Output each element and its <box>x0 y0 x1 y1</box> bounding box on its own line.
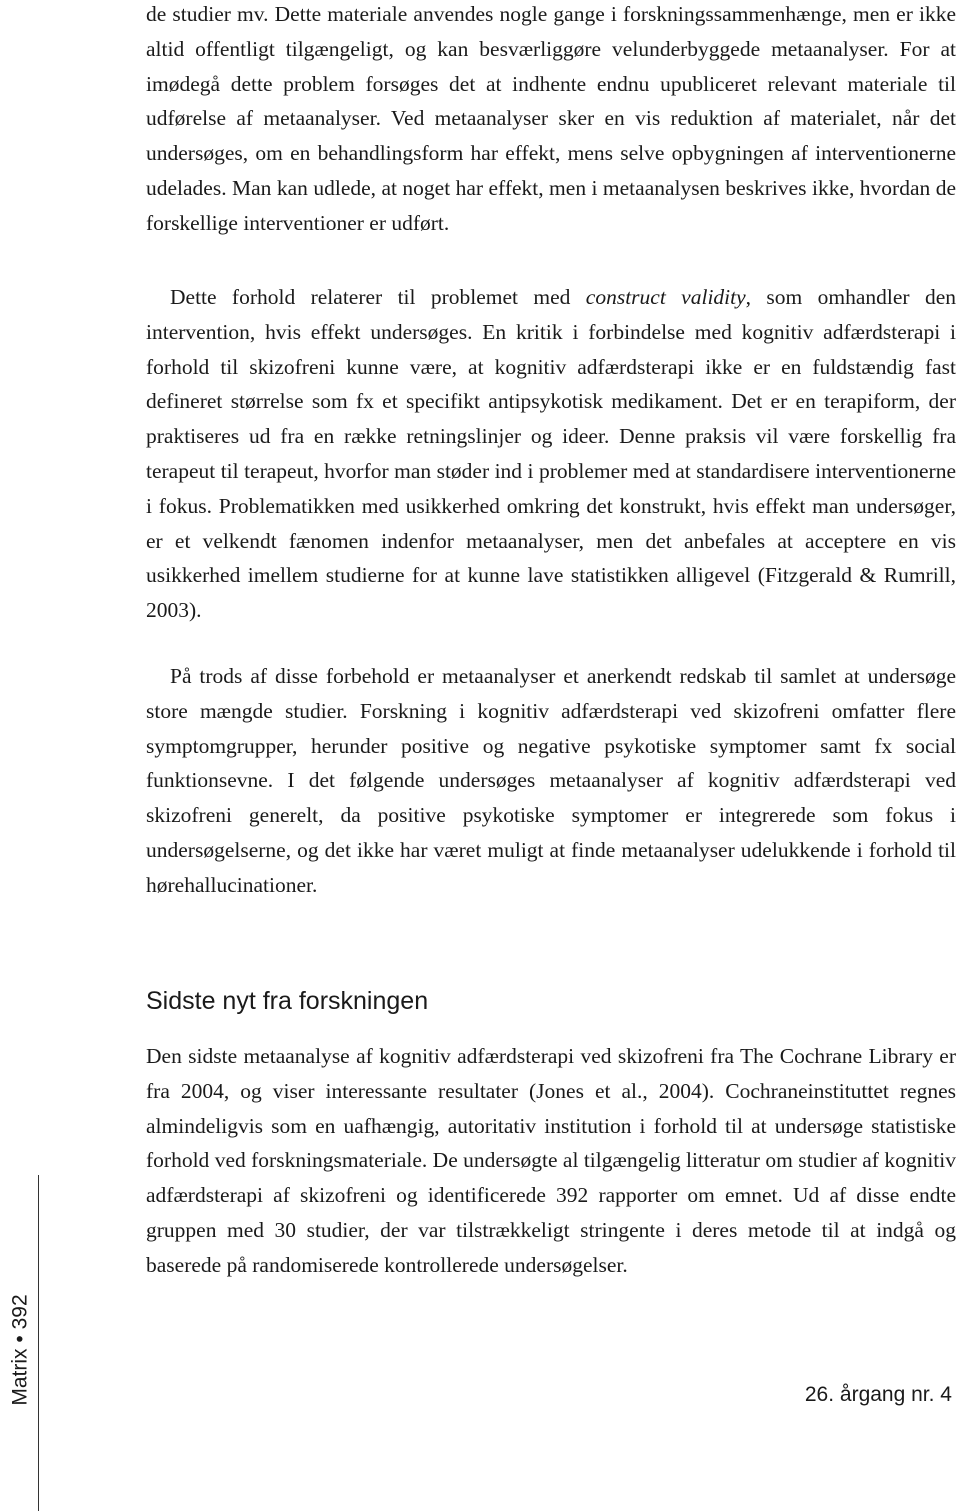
paragraph-2 <box>146 280 956 628</box>
journal-page-marker <box>4 1290 38 1410</box>
body-text-metaanalyses <box>146 659 956 903</box>
construct-validity-term: construct validity <box>585 285 746 309</box>
issue-label: 26. årgang nr. 4 <box>804 1383 952 1406</box>
paragraph-4: Den sidste metaanalyse af kognitiv adfærdsterapi ved skizofreni fra The Cochrane Library er fra 2004, og viser interessante resultater (Jones et al., 2004). Cochraneinstituttet regnes almindeligvis som en uafhængig, autoritativ institution i forhold til at undersøge statistiske forhold ved forskningsmateriale. De undersøgte al tilgængelig litteratur om studier af kognitiv adfærdsterapi af skizofreni og identificerede 392 rapporter om emnet. Ud af disse endte gruppen med 30 studier, der var tilstrækkeligt stringente i deres metode til at indgå og baserede på randomiserede kontrollerede undersøgelser. <box>146 1044 956 1277</box>
journal-name: Matrix <box>9 1348 33 1406</box>
page-number: 392 <box>9 1294 33 1330</box>
journal-page-label <box>9 1294 33 1405</box>
paragraph-3: På trods af disse forbehold er metaanalyser et anerkendt redskab til samlet at undersøge store mængde studier. Forskning i kognitiv adfærdsterapi ved skizofreni omfatter flere symptomgrupper, herunder positive og negative psykotiske symptomer samt fx social funktionsevne. I det følgende undersøges metaanalyser af kognitiv adfærdsterapi ved skizofreni generelt, da positive psykotiske symptomer er integrerede som fokus i undersøgelserne, og det ikke har været muligt at finde metaanalyser udelukkende i forhold til hørehallucinationer. <box>146 664 956 897</box>
bullet-separator: • <box>9 1335 33 1343</box>
paragraph-1: de studier mv. Dette materiale anvendes nogle gange i forskningssammenhænge, men er ikke altid offentligt tilgængeligt, og kan besværliggøre velunderbyggede metaanalyser. For at imødegå dette problem forsøges det at indhente endnu upubliceret relevant materiale til udførelse af metaanalyser. Ved metaanalyser sker en vis reduktion af materialet, når det undersøges, om en behandlingsform har effekt, mens selve opbygningen af interventionerne udelades. Man kan udlede, at noget har effekt, men i metaanalysen beskrives ikke, hvordan de forskellige interventioner er udført. <box>146 2 956 235</box>
body-text-top <box>146 0 956 241</box>
body-text-construct-validity <box>146 280 956 628</box>
body-text-latest-research <box>146 1039 956 1283</box>
paragraph-2-lead: Dette forhold relaterer til problemet med <box>170 285 586 309</box>
section-heading: Sidste nyt fra forskningen <box>146 987 429 1015</box>
paragraph-2-rest: , som omhandler den intervention, hvis effekt undersøges. En kritik i forbindelse med kognitiv adfærdsterapi i forhold til skizofreni kunne være, at kognitiv adfærdsterapi ikke er en fuldstændig fast defineret størrelse som fx et specifikt antipsykotisk medikament. Det er en terapiform, der praktiseres ud fra en række retningslinjer og ideer. Denne praksis vil være forskellig fra terapeut til terapeut, hvorfor man støder ind i problemer med at standardisere interventionerne i fokus. Problematikken med usikkerhed omkring det konstrukt, hvis effekt man undersøger, er et velkendt fænomen indenfor metaanalyser, men det anbefales at acceptere en vis usikkerhed imellem studierne for at kunne lave statistikken alligevel (Fitzgerald & Rumrill, 2003). <box>146 285 956 623</box>
sidebar-rule <box>38 1175 39 1511</box>
